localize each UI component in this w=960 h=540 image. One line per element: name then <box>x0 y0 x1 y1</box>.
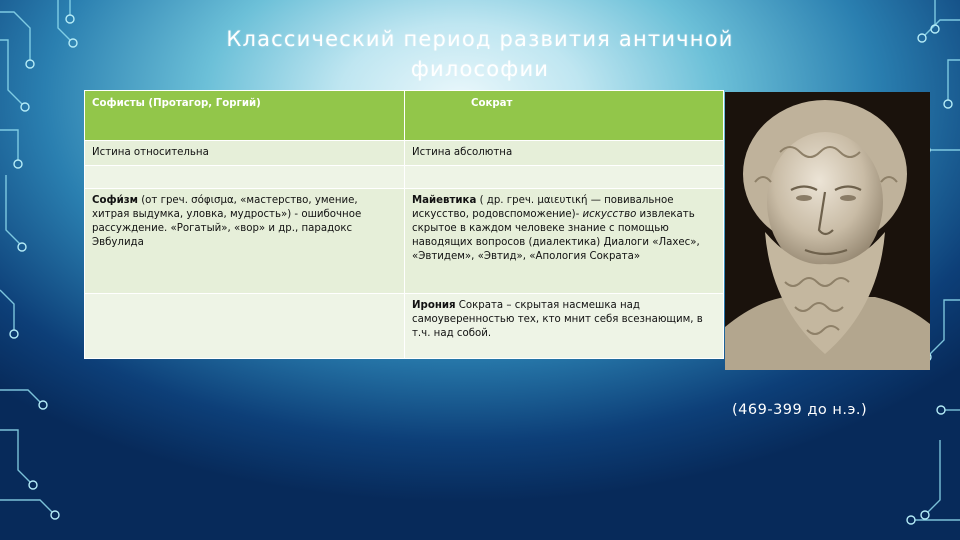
table-row <box>85 294 724 359</box>
table-row <box>85 189 724 294</box>
table-row <box>85 141 724 166</box>
lifespan-caption: (469-399 до н.э.) <box>732 402 868 418</box>
cell-truth-absolute: Истина абсолютна <box>405 141 724 166</box>
slide-title: Классический период развития античной философии <box>226 27 734 81</box>
term-sophism: Софи́зм <box>92 195 138 206</box>
term-irony: Ирония <box>412 300 456 311</box>
term-maieutics: Майевтика <box>412 195 477 206</box>
maieutics-text-b: извлекать скрытое в каждом человеке знание с помощью наводящих вопросов (диалектика) Диалоги «Лахес», «Эвтидем», «Эвтид», «Апология Сократа» <box>412 209 700 262</box>
cell-truth-relative: Истина относительна <box>85 141 405 166</box>
empty-cell <box>405 166 724 189</box>
sophism-definition: (от греч. σόφισμα, «мастерство, умение, хитрая выдумка, уловка, мудрость») - ошибочное рассуждение. «Рогатый», «вор» и др., парадокс Эвбулида <box>92 195 362 248</box>
empty-cell <box>85 166 405 189</box>
maieutics-italic: искусство <box>582 209 637 220</box>
cell-irony <box>405 294 724 359</box>
table-row-empty <box>85 166 724 189</box>
cell-maieutics <box>405 189 724 294</box>
socrates-bust-image <box>725 92 930 370</box>
header-sophists: Софисты (Протагор, Горгий) <box>85 91 405 141</box>
maieutics-text-a: ( др. греч. μαιευτική — повивальное искусство, родовспоможение)- <box>412 195 674 220</box>
empty-cell <box>85 294 405 359</box>
header-socrates-label: Сократ <box>471 98 513 109</box>
comparison-table <box>84 90 724 359</box>
header-socrates <box>405 91 724 141</box>
irony-text: Сократа – скрытая насмешка над самоуверенностью тех, кто мнит себя всезнающим, в т.ч. над собой. <box>412 300 703 339</box>
cell-sophism <box>85 189 405 294</box>
table-header-row <box>85 91 724 141</box>
